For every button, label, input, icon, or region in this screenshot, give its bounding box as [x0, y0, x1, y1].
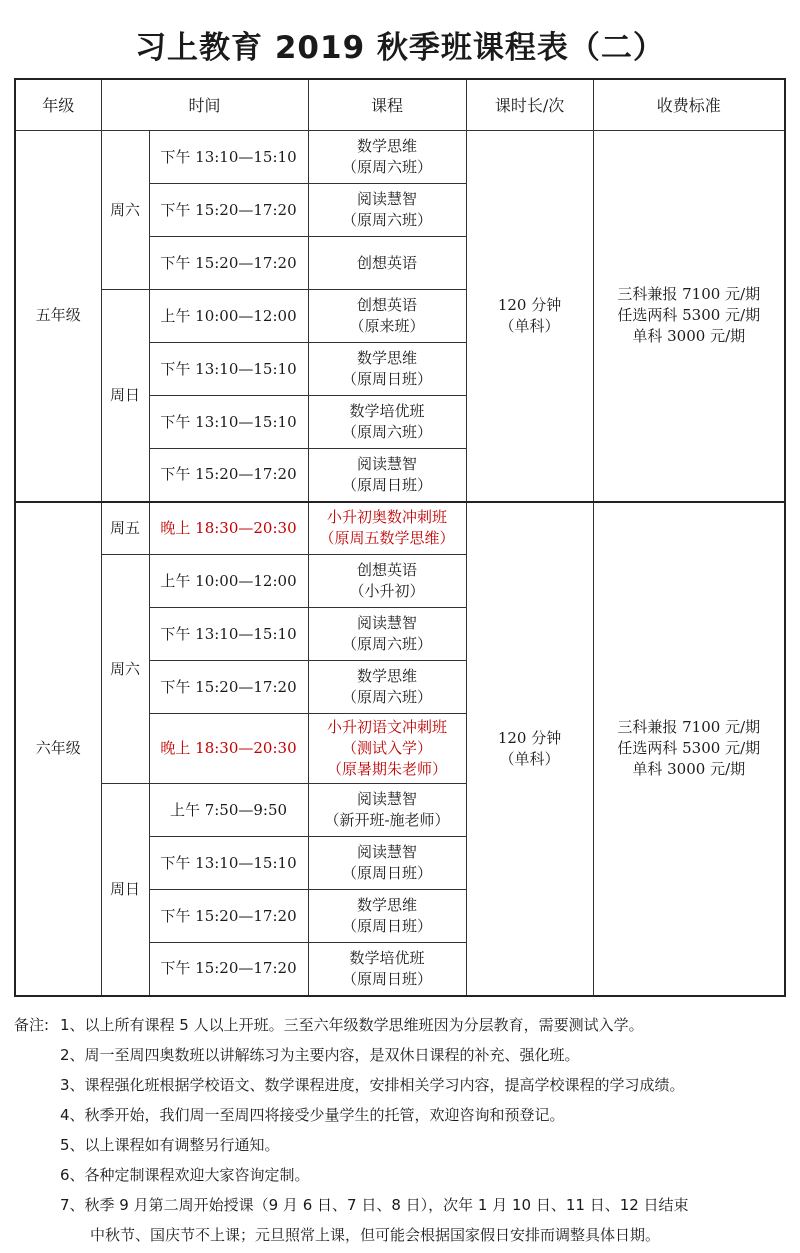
course-note: （原周六班） [342, 688, 433, 706]
course-cell-highlight [308, 502, 466, 555]
course-note: （原周日班） [342, 475, 433, 494]
course-cell [308, 943, 466, 996]
note-text: 2、周一至周四奥数班以讲解练习为主要内容，是双休日课程的补充、强化班。 [60, 1046, 580, 1064]
course-note: （原周五数学思维） [319, 529, 455, 548]
course-name: 小升初语文冲刺班 [327, 718, 448, 736]
course-note: （小升初） [349, 582, 425, 600]
course-cell [308, 661, 466, 714]
fee-line: 三科兼报 7100 元/期 [617, 718, 761, 736]
time-cell: 下午 15:20—17:20 [149, 184, 308, 237]
notes-label: 备注: [14, 1016, 50, 1034]
page-title: 习上教育 2019 秋季班课程表（二） [135, 30, 665, 66]
header-grade: 年级 [15, 79, 101, 131]
fee-cell [593, 502, 785, 996]
course-note: （测试入学） [342, 739, 433, 757]
header-duration: 课时长/次 [466, 79, 593, 131]
time-cell: 下午 15:20—17:20 [149, 890, 308, 943]
course-note: （原周日班） [342, 370, 433, 388]
note-continuation: 中秋节、国庆节不上课；元旦照常上课，但可能会根据国家假日安排而调整具体日期。 [90, 1226, 661, 1244]
note-item [14, 1160, 794, 1190]
day-cell: 周六 [101, 555, 149, 784]
duration-note: （单科） [499, 316, 560, 335]
course-name: 阅读慧智 [357, 190, 418, 208]
note-item [14, 1010, 794, 1040]
course-note: （原周六班） [342, 635, 433, 653]
duration-cell [466, 131, 593, 502]
time-cell: 下午 13:10—15:10 [149, 396, 308, 449]
course-name: 创想英语 [357, 296, 418, 314]
duration-value: 120 分钟 [497, 295, 562, 314]
note-item [14, 1130, 794, 1160]
fee-cell [593, 131, 785, 502]
time-cell-highlight: 晚上 18:30—20:30 [149, 502, 308, 555]
course-cell [308, 837, 466, 890]
fee-line: 单科 3000 元/期 [632, 760, 746, 778]
fee-line: 单科 3000 元/期 [632, 327, 746, 346]
course-note: （新开班-施老师） [324, 811, 450, 829]
course-name: 创想英语 [357, 253, 418, 272]
day-cell: 周日 [101, 784, 149, 996]
fee-line: 任选两科 5300 元/期 [617, 306, 761, 325]
course-cell [308, 784, 466, 837]
duration-value: 120 分钟 [497, 728, 562, 747]
fee-line: 三科兼报 7100 元/期 [617, 285, 761, 304]
course-name: 阅读慧智 [357, 454, 418, 473]
table-row [15, 502, 785, 555]
header-time: 时间 [101, 79, 308, 131]
day-cell: 周六 [101, 131, 149, 290]
note-text: 5、以上课程如有调整另行通知。 [60, 1136, 280, 1154]
time-cell: 下午 13:10—15:10 [149, 837, 308, 890]
note-text: 1、以上所有课程 5 人以上开班。三至六年级数学思维班因为分层教育，需要测试入学。 [60, 1016, 644, 1034]
course-cell [308, 555, 466, 608]
note-text: 7、秋季 9 月第二周开始授课（9 月 6 日、7 日、8 日），次年 1 月 10 日、11 日、12 日结束 [60, 1196, 689, 1214]
time-cell: 下午 13:10—15:10 [149, 131, 308, 184]
time-cell: 下午 15:20—17:20 [149, 661, 308, 714]
course-note: （原周六班） [342, 423, 433, 441]
time-cell: 上午 7:50—9:50 [149, 784, 308, 837]
course-cell [308, 237, 466, 290]
course-name: 阅读慧智 [357, 843, 418, 861]
course-cell [308, 343, 466, 396]
course-cell [308, 890, 466, 943]
course-name: 小升初奥数冲刺班 [327, 508, 448, 527]
note-text: 3、课程强化班根据学校语文、数学课程进度，安排相关学习内容，提高学校课程的学习成绩。 [60, 1076, 685, 1094]
time-cell: 下午 13:10—15:10 [149, 608, 308, 661]
course-name: 数学思维 [357, 667, 418, 685]
duration-note: （单科） [499, 749, 560, 768]
time-cell: 下午 15:20—17:20 [149, 237, 308, 290]
course-cell [308, 396, 466, 449]
course-cell [308, 184, 466, 237]
fee-line: 任选两科 5300 元/期 [617, 739, 761, 757]
grade-cell: 六年级 [15, 502, 101, 996]
course-name: 数学思维 [357, 137, 418, 155]
day-cell: 周五 [101, 502, 149, 555]
table-row [15, 131, 785, 184]
header-row [15, 79, 785, 131]
header-course: 课程 [308, 79, 466, 131]
time-cell: 上午 10:00—12:00 [149, 555, 308, 608]
time-cell: 下午 13:10—15:10 [149, 343, 308, 396]
note-item [14, 1040, 794, 1070]
note-item [14, 1070, 794, 1100]
time-cell: 上午 10:00—12:00 [149, 290, 308, 343]
note-text: 4、秋季开始，我们周一至周四将接受少量学生的托管，欢迎咨询和预登记。 [60, 1106, 565, 1124]
course-note: （原周日班） [342, 864, 433, 882]
course-note: （原周日班） [342, 969, 433, 988]
course-note: （原暑期朱老师） [327, 760, 448, 778]
course-name: 数学培优班 [349, 948, 425, 967]
course-name: 数学思维 [357, 349, 418, 367]
notes-section [14, 1010, 794, 1250]
grade-cell: 五年级 [15, 131, 101, 502]
day-cell: 周日 [101, 290, 149, 502]
course-note: （原来班） [349, 317, 425, 335]
time-cell-highlight: 晚上 18:30—20:30 [149, 714, 308, 784]
schedule-table [14, 78, 786, 997]
course-cell [308, 608, 466, 661]
note-item [14, 1190, 794, 1220]
course-note: （原周日班） [342, 917, 433, 935]
course-name: 阅读慧智 [357, 614, 418, 632]
duration-cell [466, 502, 593, 996]
course-cell [308, 131, 466, 184]
course-cell-highlight [308, 714, 466, 784]
course-name: 阅读慧智 [357, 790, 418, 808]
note-item [14, 1100, 794, 1130]
header-fee: 收费标准 [593, 79, 785, 131]
time-cell: 下午 15:20—17:20 [149, 449, 308, 502]
course-name: 数学思维 [357, 896, 418, 914]
course-cell [308, 290, 466, 343]
course-name: 数学培优班 [349, 402, 425, 420]
course-note: （原周六班） [342, 211, 433, 229]
note-text: 6、各种定制课程欢迎大家咨询定制。 [60, 1166, 310, 1184]
course-name: 创想英语 [357, 561, 418, 579]
course-note: （原周六班） [342, 158, 433, 176]
time-cell: 下午 15:20—17:20 [149, 943, 308, 996]
course-cell [308, 449, 466, 502]
